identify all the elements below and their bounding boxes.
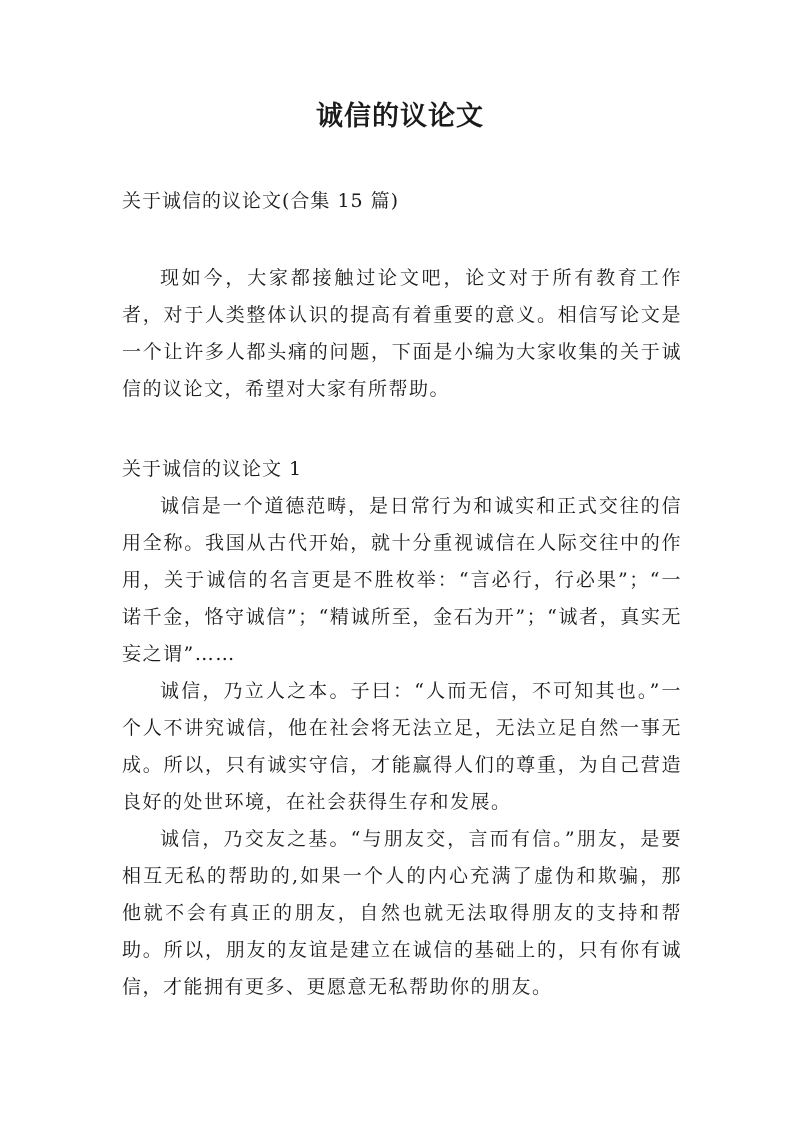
body-paragraph: 诚信，乃交友之基。“与朋友交，言而有信。”朋友，是要相互无私的帮助的,如果一个人的内心充满了虚伪和欺骗，那他就不会有真正的朋友，自然也就无法取得朋友的支持和帮助。所以，朋友的友谊是建立在诚信的基础上的，只有你有诚信，才能拥有更多、更愿意无私帮助你的朋友。: [122, 828, 682, 998]
section-heading: 关于诚信的议论文 1: [122, 458, 303, 480]
document-subtitle: 关于诚信的议论文(合集 15 篇): [122, 190, 400, 212]
document-title: 诚信的议论文: [316, 101, 484, 132]
intro-paragraph: 现如今，大家都接触过论文吧，论文对于所有教育工作者，对于人类整体认识的提高有着重要的意义。相信写论文是一个让许多人都头痛的问题，下面是小编为大家收集的关于诚信的议论文，希望对大家有所帮助。: [122, 267, 682, 400]
essay-section-1: [122, 451, 682, 1006]
body-paragraph: 诚信，乃立人之本。子曰：“人而无信，不可知其也。”一个人不讲究诚信，他在社会将无法立足，无法立足自然一事无成。所以，只有诚实守信，才能赢得人们的尊重，为自己营造良好的处世环境，在社会获得生存和发展。: [122, 680, 682, 813]
body-paragraph: 诚信是一个道德范畴，是日常行为和诚实和正式交往的信用全称。我国从古代开始，就十分重视诚信在人际交往中的作用，关于诚信的名言更是不胜枚举：“言必行，行必果”；“一诺千金，恪守诚信”；“精诚所至，金石为开”；“诚者，真实无妄之谓”……: [122, 495, 682, 665]
